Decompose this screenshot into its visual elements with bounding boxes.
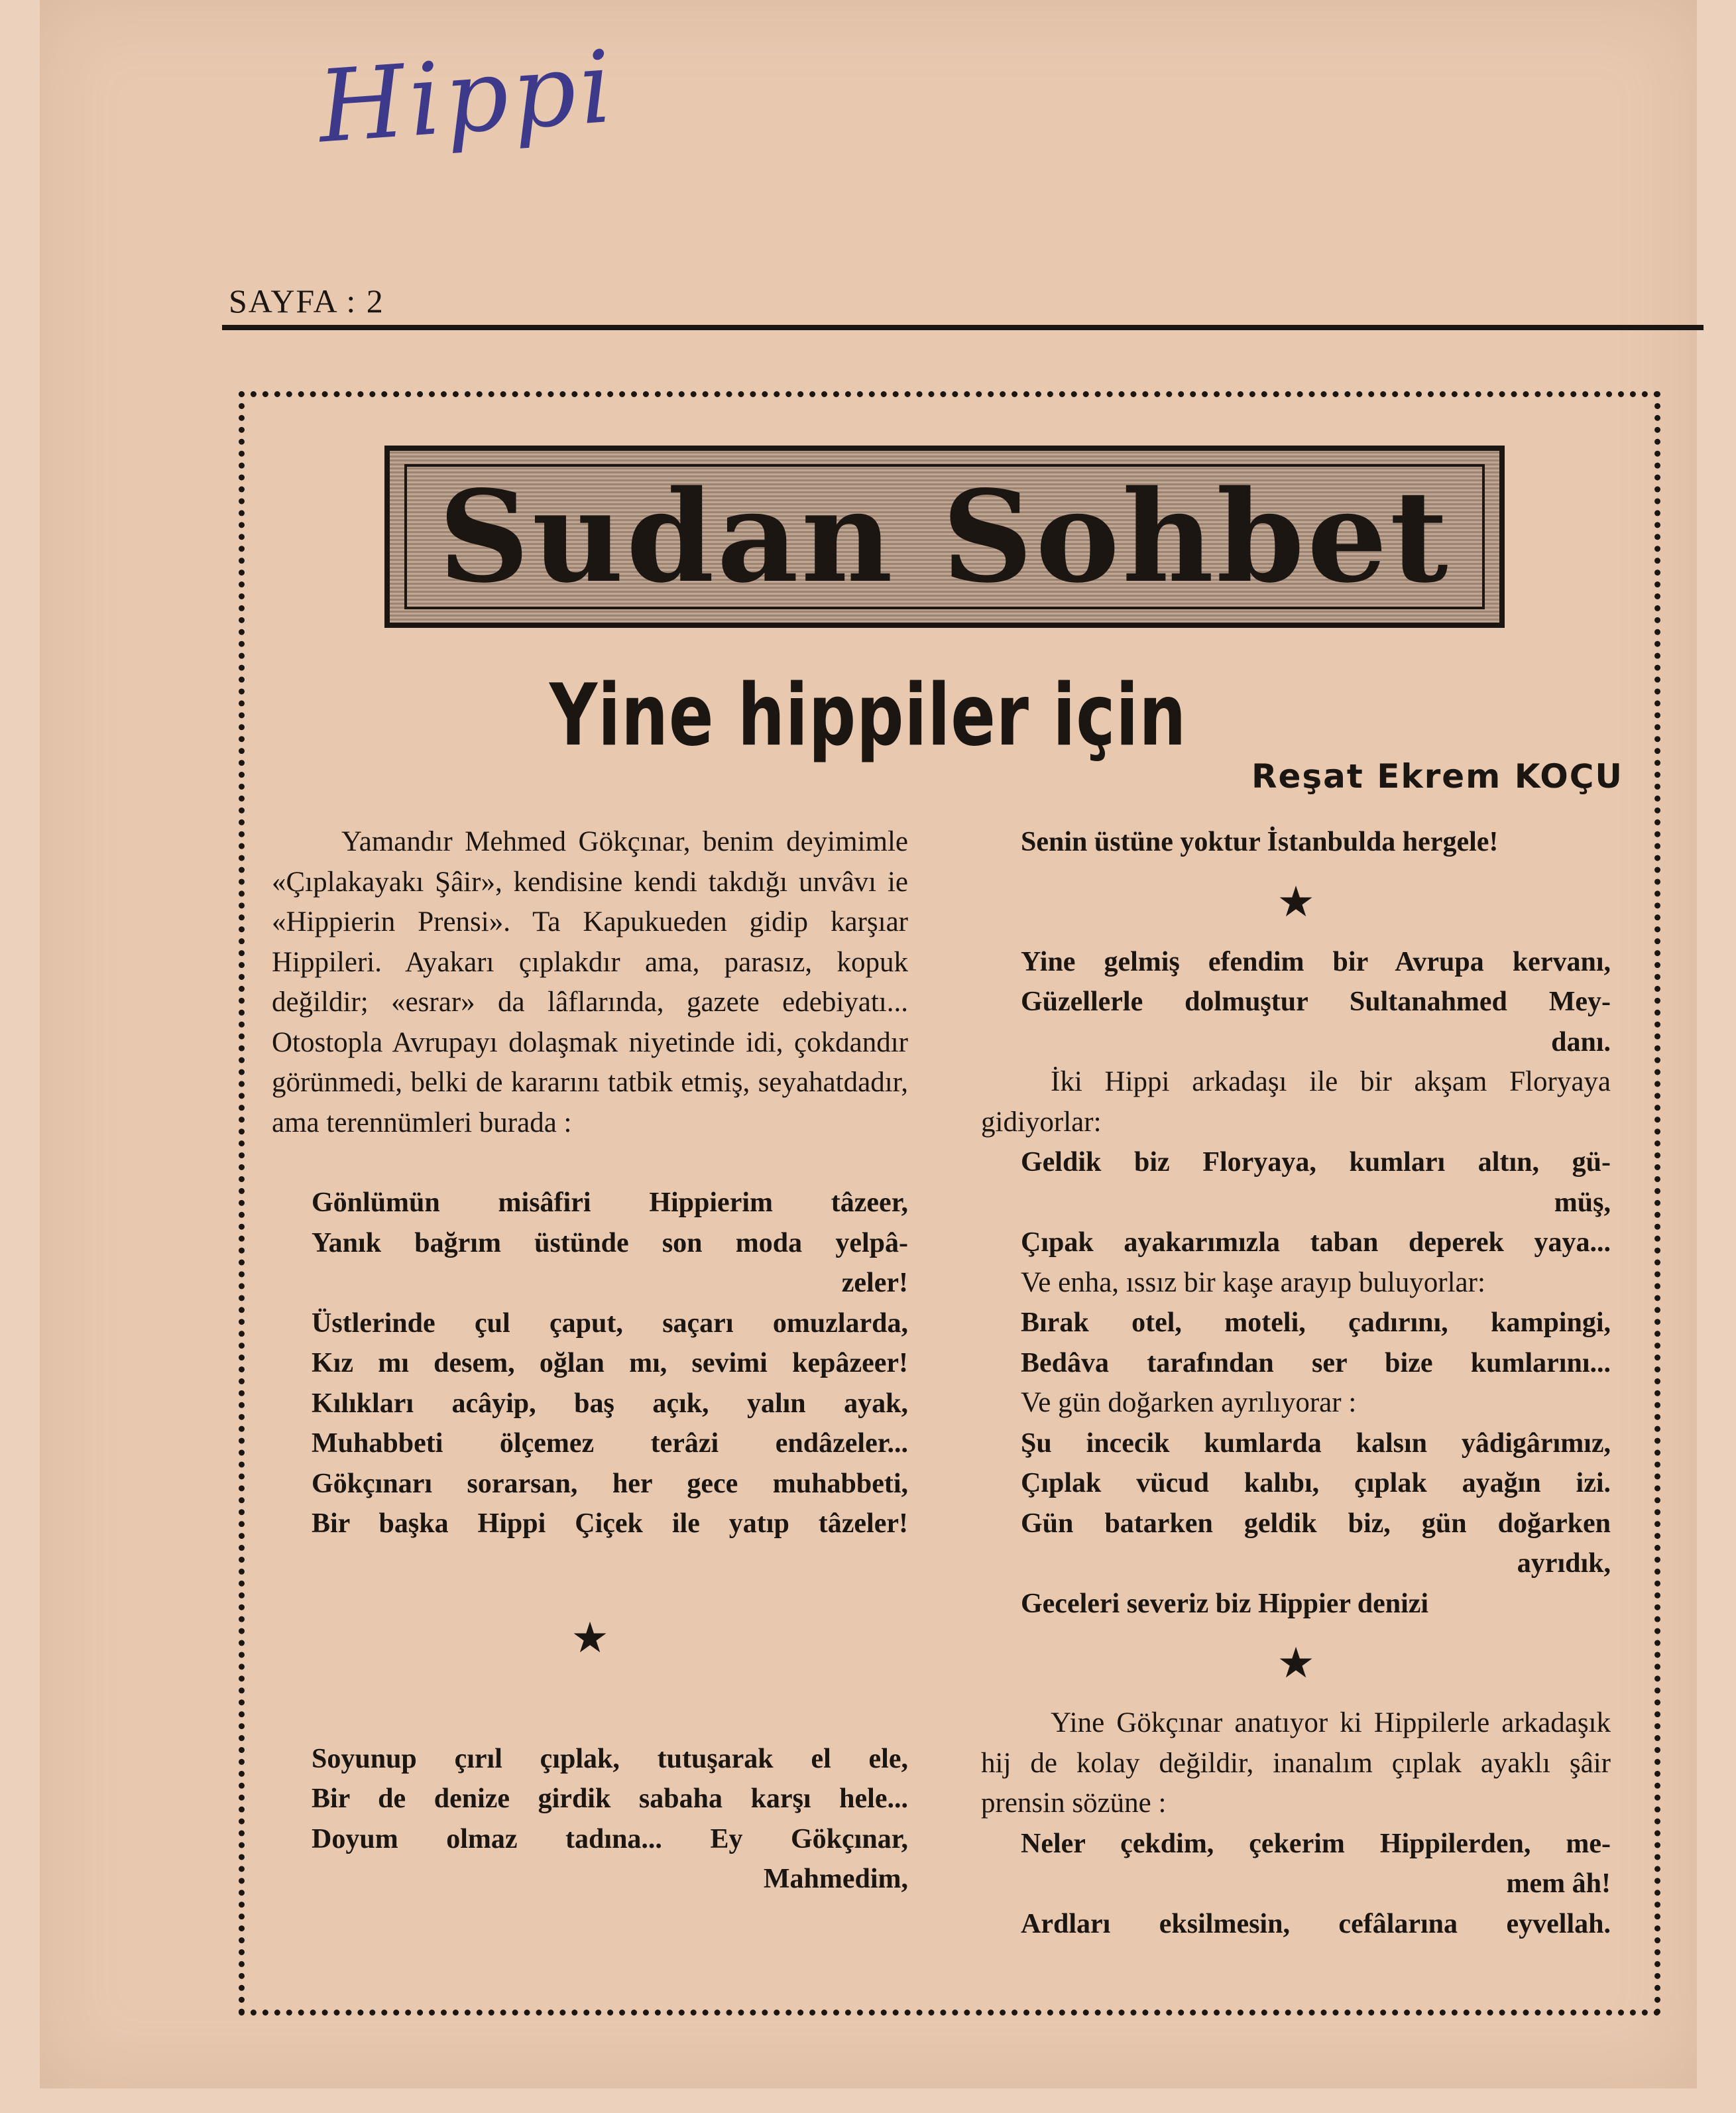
column-masthead (384, 446, 1505, 628)
verse-line: Senin üstüne yoktur İstanbulda hergele! (1021, 827, 1499, 857)
poem-stanza-4 (981, 1142, 1611, 1263)
poem-stanza-7 (981, 1824, 1611, 1945)
verse-line: danı. (1551, 1026, 1611, 1057)
verse-line: Muhabbeti ölçemez terâzi endâzeler... (312, 1428, 908, 1459)
masthead-inner-frame (404, 464, 1485, 609)
verse-line: Mahmedim, (763, 1864, 908, 1894)
article-headline: Yine hippiler için (549, 666, 1187, 765)
author-byline: Reşat Ekrem KOÇU (1251, 757, 1623, 796)
verse-line: Gönlümün misâfiri Hippierim tâzeer, (312, 1187, 908, 1218)
masthead-title: Sudan Sohbet (438, 462, 1451, 611)
verse-line: Çıpak ayakarımızla taban deperek yaya... (1021, 1227, 1611, 1258)
verse-line: Bir de denize girdik sabaha karşı hele... (312, 1783, 908, 1814)
verse-line: Güzellerle dolmuştur Sultanahmed Mey- (1021, 987, 1611, 1017)
verse-line: müş, (1554, 1187, 1611, 1218)
star-separator: ★ (571, 1614, 609, 1661)
narrative-paragraph: Ve gün doğarken ayrılıyorar : (1021, 1387, 1357, 1418)
right-column (981, 822, 1611, 1944)
closing-paragraph: Yine Gökçınar anatıyor ki Hippilerle arkadaşık hij de kolay değildir, inanalım çıplak ayaklı şâir prensin sözüne : (981, 1707, 1611, 1819)
header-rule (222, 325, 1704, 330)
poem-stanza-3 (981, 942, 1611, 1063)
verse-line: Bir başka Hippi Çiçek ile yatıp tâzeler! (312, 1508, 908, 1539)
verse-line: Bedâva tarafından ser bize kumlarını... (1021, 1347, 1611, 1378)
poem-line-continued (981, 822, 1611, 863)
verse-line: Çıplak vücud kalıbı, çıplak ayağın izi. (1021, 1468, 1611, 1498)
verse-line: Gün batarken geldik biz, gün doğarken (1021, 1508, 1611, 1539)
verse-line: Yanık bağrım üstünde son moda yelpâ- (312, 1227, 908, 1258)
poem-stanza-2 (272, 1739, 908, 1900)
poem-stanza-1 (272, 1183, 908, 1544)
verse-line: Geldik biz Floryaya, kumları altın, gü- (1021, 1147, 1611, 1177)
verse-line: Kılıkları acâyip, baş açık, yalın ayak, (312, 1388, 908, 1419)
verse-line: Geceleri severiz biz Hippier denizi (1021, 1588, 1429, 1619)
verse-line: Ardları eksilmesin, cefâlarına eyvellah. (1021, 1908, 1611, 1939)
handwritten-note: Hippi (314, 29, 620, 166)
verse-line: mem âh! (1506, 1868, 1611, 1899)
verse-line: Şu incecik kumlarda kalsın yâdigârımız, (1021, 1427, 1611, 1459)
star-separator: ★ (1277, 1640, 1315, 1687)
star-separator: ★ (1277, 878, 1315, 926)
verse-line: zeler! (841, 1268, 908, 1298)
narrative-paragraph: İki Hippi arkadaşı ile bir akşam Floryaya gidiyorlar: (981, 1066, 1611, 1138)
verse-line: Gökçınarı sorarsan, her gece muhabbeti, (312, 1468, 908, 1499)
verse-line: Soyunup çırıl çıplak, tutuşarak el ele, (312, 1743, 908, 1774)
left-column (272, 822, 908, 1900)
verse-line: Neler çekdim, çekerim Hippilerden, me- (1021, 1828, 1611, 1859)
verse-line: Doyum olmaz tadına... Ey Gökçınar, (312, 1823, 908, 1854)
verse-line: ayrıdık, (1517, 1548, 1611, 1579)
verse-line: Bırak otel, moteli, çadırını, kampingi, (1021, 1307, 1611, 1338)
verse-line: Yine gelmiş efendim bir Avrupa kervanı, (1021, 946, 1611, 977)
page-number-label: SAYFA : 2 (229, 282, 384, 320)
narrative-paragraph: Ve enha, ıssız bir kaşe arayıp buluyorlar: (1021, 1266, 1485, 1298)
verse-line: Kız mı desem, oğlan mı, sevimi kepâzeer! (312, 1348, 908, 1378)
verse-line: Üstlerinde çul çaput, saçarı omuzlarda, (312, 1307, 908, 1339)
intro-paragraph: Yamandır Mehmed Gökçınar, benim deyimimle «Çıplakayakı Şâir», kendisine kendi takdığı unvâvı ie «Hippierin Prensi». Ta Kapukueden gidip karşıar Hippileri. Ayakarı çıplakdır ama, parasız, kopuk değildir; «esrar» da lâflarında, gazete edebiyatı... Otostopla Avrupayı dolaşmak niyetinde idi, çokdandır görünmedi, belki de kararını tatbik etmiş, seyahatdadır, ama terennümleri burada : (272, 826, 908, 1138)
poem-stanza-6 (981, 1423, 1611, 1624)
poem-stanza-5 (981, 1303, 1611, 1383)
